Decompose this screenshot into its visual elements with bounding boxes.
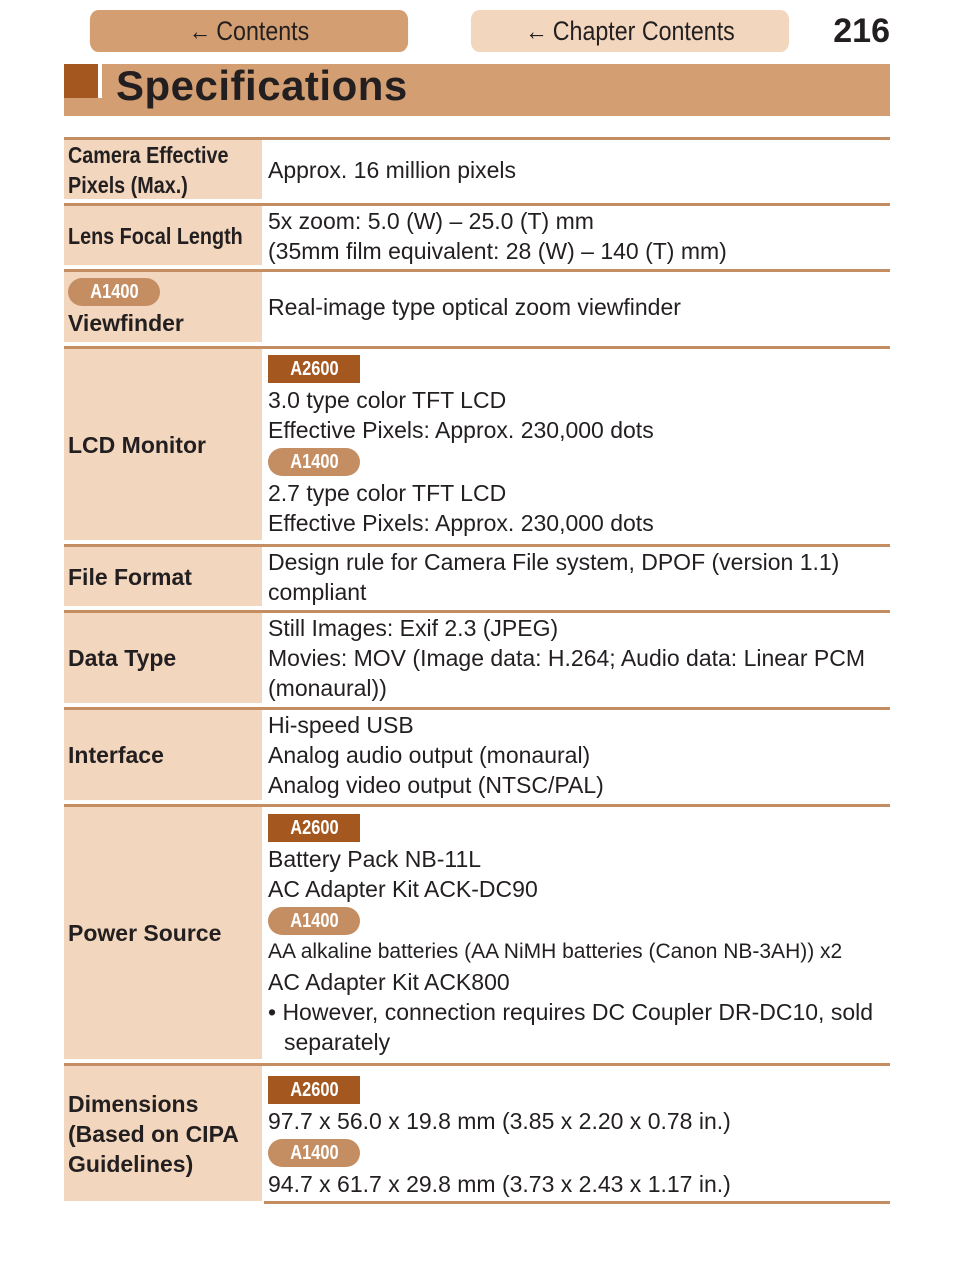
table-row <box>64 269 890 342</box>
row-value <box>264 140 890 199</box>
table-row <box>64 203 890 265</box>
row-label-text: Interface <box>68 742 164 768</box>
value-line: Analog audio output (monaural) <box>268 742 591 768</box>
contents-button[interactable] <box>90 10 408 52</box>
row-value <box>264 710 890 800</box>
table-row <box>64 137 890 199</box>
row-label <box>64 272 264 342</box>
row-label <box>64 140 264 199</box>
table-row <box>64 707 890 800</box>
value-line: Design rule for Camera File system, DPOF (version 1.1) compliant <box>268 548 840 605</box>
row-label <box>64 1066 264 1201</box>
table-row <box>64 610 890 703</box>
value-line: Hi-speed USB <box>268 712 414 738</box>
value-line: Movies: MOV (Image data: H.264; Audio data: Linear PCM (monaural)) <box>268 645 866 701</box>
value-line: AC Adapter Kit ACK800 <box>268 969 510 995</box>
model-badge-a2600: A2600 <box>268 355 360 383</box>
value-line: Effective Pixels: Approx. 230,000 dots <box>268 417 654 443</box>
page-number: 216 <box>833 12 890 50</box>
value-line: (35mm film equivalent: 28 (W) – 140 (T) mm) <box>268 237 727 264</box>
row-value <box>264 807 890 1059</box>
chapter-contents-button[interactable] <box>471 10 789 52</box>
row-label <box>64 547 264 606</box>
title-marker-gap <box>98 64 102 98</box>
back-arrow-icon: ← <box>188 15 212 46</box>
table-row <box>64 544 890 606</box>
row-label <box>64 206 264 265</box>
row-value <box>264 349 890 540</box>
row-value <box>264 206 890 265</box>
row-label <box>64 807 264 1059</box>
row-value <box>264 613 890 703</box>
model-badge-a1400: A1400 <box>268 448 360 476</box>
value-line: 3.0 type color TFT LCD <box>268 387 507 413</box>
model-badge-a1400: A1400 <box>68 278 160 306</box>
table-row <box>64 346 890 540</box>
row-label-text: Viewfinder <box>68 310 184 336</box>
value-line: Approx. 16 million pixels <box>268 156 517 183</box>
row-label-text: Power Source <box>68 920 222 946</box>
spec-table <box>64 137 890 1204</box>
row-label-text: Lens Focal Length <box>68 222 243 249</box>
value-line: 5x zoom: 5.0 (W) – 25.0 (T) mm <box>268 207 594 234</box>
table-row <box>64 804 890 1059</box>
row-label-text: LCD Monitor <box>68 431 206 458</box>
row-label-text: Data Type <box>68 645 177 671</box>
model-badge-a2600: A2600 <box>268 1076 360 1104</box>
row-label <box>64 710 264 800</box>
value-line: Effective Pixels: Approx. 230,000 dots <box>268 510 654 536</box>
value-line: 94.7 x 61.7 x 29.8 mm (3.73 x 2.43 x 1.17 in.) <box>268 1171 731 1197</box>
model-badge-a2600: A2600 <box>268 814 360 842</box>
row-label <box>64 349 264 540</box>
value-note: • However, connection requires DC Coupler DR-DC10, sold separately <box>268 999 874 1055</box>
model-badge-a1400: A1400 <box>268 1139 360 1167</box>
contents-label: Contents <box>216 15 310 46</box>
value-line: 97.7 x 56.0 x 19.8 mm (3.85 x 2.20 x 0.78 in.) <box>268 1108 731 1134</box>
table-bottom-border <box>264 1201 890 1204</box>
value-line: Still Images: Exif 2.3 (JPEG) <box>268 615 559 641</box>
row-value <box>264 1066 890 1201</box>
title-marker-square <box>64 64 98 98</box>
row-label-text: Camera Effective Pixels (Max.) <box>68 141 229 198</box>
row-label-text: File Format <box>68 563 192 590</box>
chapter-contents-label: Chapter Contents <box>552 15 735 46</box>
page-title: Specifications <box>116 62 408 109</box>
table-row <box>64 1063 890 1201</box>
model-badge-a1400: A1400 <box>268 907 360 935</box>
value-line: Battery Pack NB-11L <box>268 846 482 872</box>
row-label-text: Dimensions (Based on CIPA Guidelines) <box>68 1090 238 1177</box>
row-value <box>264 272 890 342</box>
row-value <box>264 547 890 606</box>
back-arrow-icon: ← <box>525 15 548 46</box>
value-line: Analog video output (NTSC/PAL) <box>268 772 604 798</box>
value-line: 2.7 type color TFT LCD <box>268 480 507 506</box>
value-line: Real-image type optical zoom viewfinder <box>268 294 681 320</box>
row-label <box>64 613 264 703</box>
value-line: AC Adapter Kit ACK-DC90 <box>268 876 538 902</box>
value-line: AA alkaline batteries (AA NiMH batteries (Canon NB-3AH)) x2 <box>268 940 843 963</box>
